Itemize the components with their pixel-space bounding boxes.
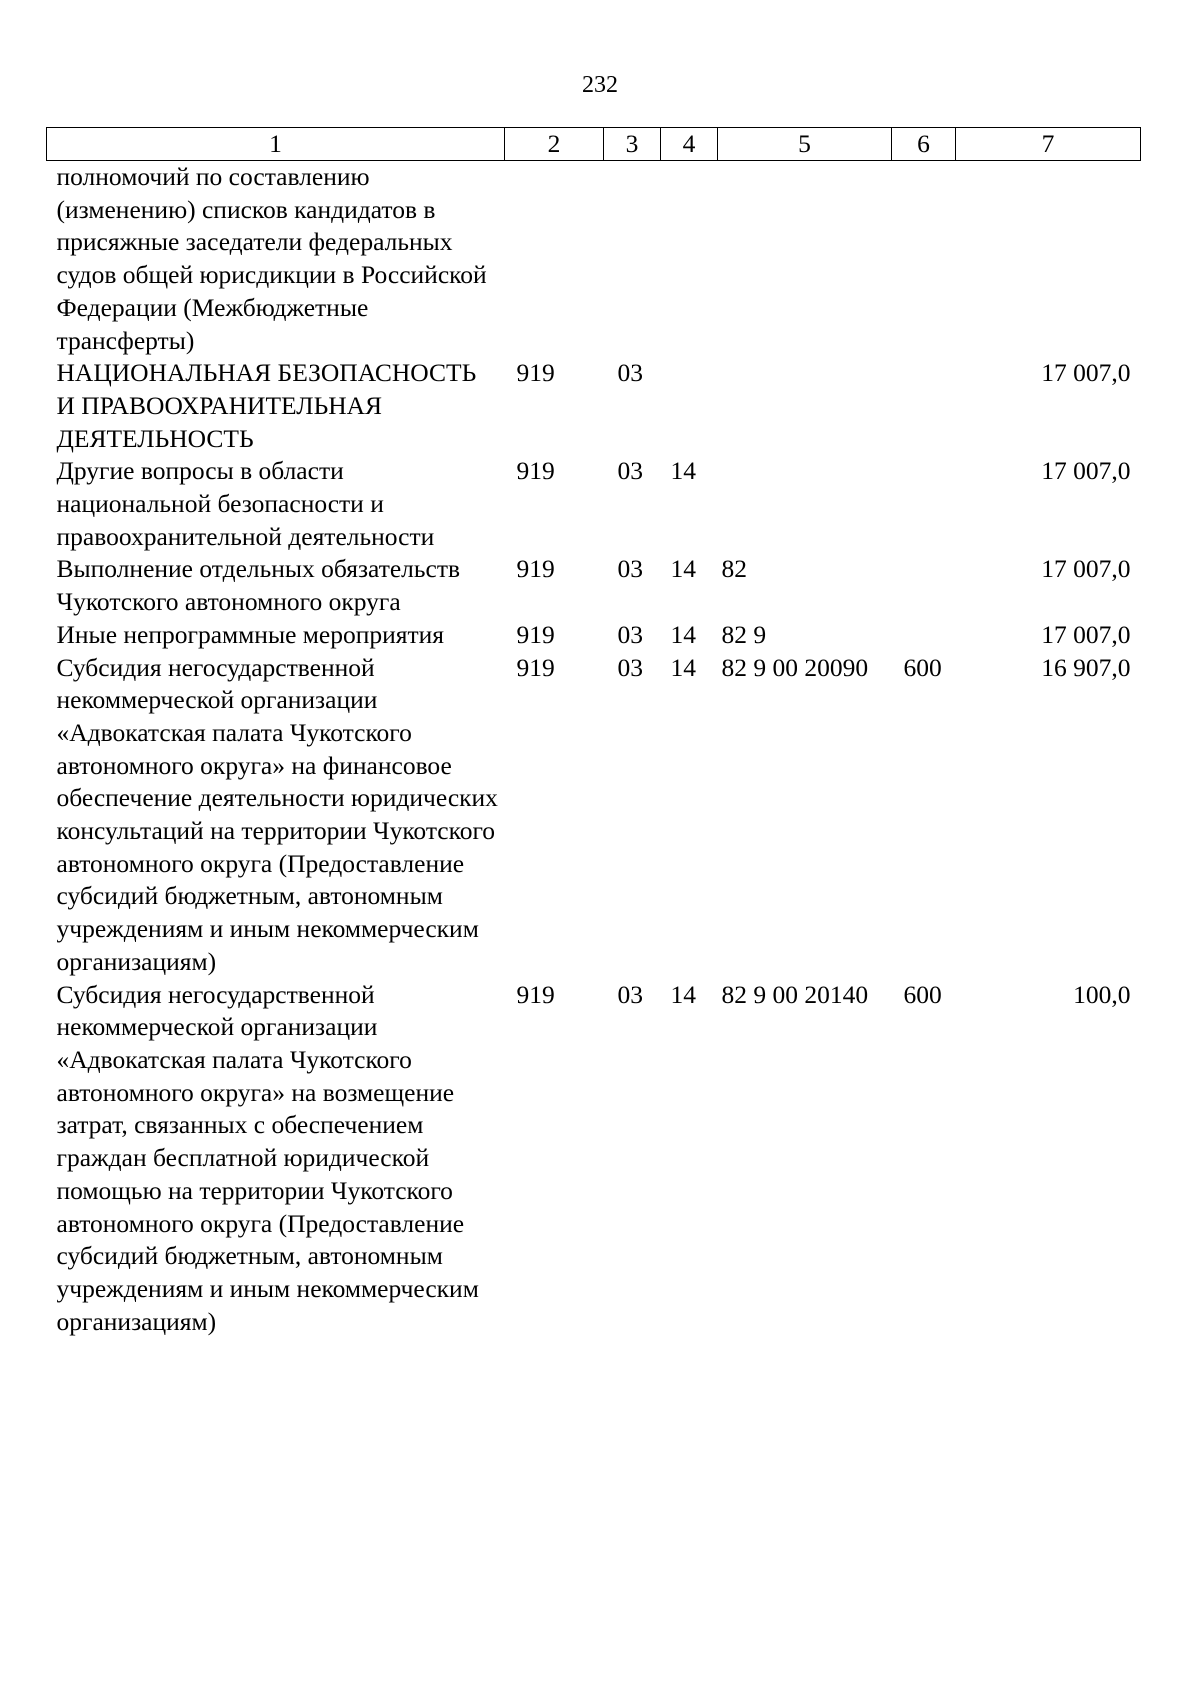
column-header-7: 7 bbox=[956, 128, 1141, 161]
row-name: Субсидия негосударственной некоммерческой организации «Адвокатская палата Чукотского автономного округа» на возмещение затрат, связанных с обеспечением граждан бесплатной юридической помощью на территории Чукотского автономного округа (Предоставление субсидий бюджетным, автономным учреждениям и иным некоммерческим организациям) bbox=[56, 979, 479, 1336]
table-row bbox=[47, 161, 1141, 358]
row-amount: 100,0 bbox=[1073, 979, 1131, 1009]
row-expense-type bbox=[892, 161, 956, 358]
row-ministry-code: 919 bbox=[516, 619, 555, 649]
row-expense-type: 600 bbox=[903, 652, 942, 682]
row-section-code: 03 bbox=[617, 554, 643, 584]
row-expense-type: 600 bbox=[903, 979, 942, 1009]
row-section-code bbox=[604, 161, 661, 358]
row-target-code: 82 9 00 20090 bbox=[721, 652, 869, 682]
row-ministry-code: 919 bbox=[516, 358, 555, 388]
column-header-5: 5 bbox=[718, 128, 892, 161]
column-header-4: 4 bbox=[661, 128, 718, 161]
row-section-code: 03 bbox=[617, 619, 643, 649]
row-expense-type bbox=[892, 357, 956, 455]
row-name: Иные непрограммные мероприятия bbox=[56, 619, 445, 649]
row-target-code: 82 9 bbox=[721, 619, 767, 649]
row-subsection-code bbox=[661, 357, 718, 455]
row-section-code: 03 bbox=[617, 358, 643, 388]
table-row bbox=[47, 652, 1141, 979]
table-header bbox=[47, 128, 1141, 161]
row-amount: 16 907,0 bbox=[1041, 652, 1131, 682]
table-body bbox=[47, 161, 1141, 1339]
row-subsection-code: 14 bbox=[670, 554, 696, 584]
row-name: Субсидия негосударственной некоммерческой организации «Адвокатская палата Чукотского автономного округа» на финансовое обеспечение деятельности юридических консультаций на территории Чукотского автономного округа (Предоставление субсидий бюджетным, автономным учреждениям и иным некоммерческим организациям) bbox=[56, 652, 498, 976]
row-subsection-code: 14 bbox=[670, 652, 696, 682]
budget-table bbox=[46, 127, 1141, 1338]
row-ministry-code: 919 bbox=[516, 979, 555, 1009]
table-row bbox=[47, 553, 1141, 618]
row-target-code: 82 bbox=[721, 554, 747, 584]
column-header-2: 2 bbox=[505, 128, 604, 161]
row-ministry-code: 919 bbox=[516, 456, 555, 486]
row-section-code: 03 bbox=[617, 979, 643, 1009]
page-number: 232 bbox=[582, 72, 618, 98]
row-target-code bbox=[718, 161, 892, 358]
row-target-code: 82 9 00 20140 bbox=[721, 979, 869, 1009]
row-name: Другие вопросы в области национальной безопасности и правоохранительной деятельности bbox=[56, 456, 435, 551]
row-ministry-code: 919 bbox=[516, 652, 555, 682]
row-subsection-code bbox=[661, 161, 718, 358]
row-amount: 17 007,0 bbox=[1041, 619, 1131, 649]
row-expense-type bbox=[892, 455, 956, 553]
row-section-code: 03 bbox=[617, 652, 643, 682]
row-subsection-code: 14 bbox=[670, 619, 696, 649]
row-expense-type bbox=[892, 553, 956, 618]
row-section-code: 03 bbox=[617, 456, 643, 486]
row-name: НАЦИОНАЛЬНАЯ БЕЗОПАСНОСТЬ И ПРАВООХРАНИТЕЛЬНАЯ ДЕЯТЕЛЬНОСТЬ bbox=[56, 358, 477, 453]
row-ministry-code: 919 bbox=[516, 554, 555, 584]
table-row bbox=[47, 357, 1141, 455]
row-amount bbox=[956, 161, 1141, 358]
table-header-row bbox=[47, 128, 1141, 161]
column-header-3: 3 bbox=[604, 128, 661, 161]
row-subsection-code: 14 bbox=[670, 456, 696, 486]
row-expense-type bbox=[892, 619, 956, 652]
table-row bbox=[47, 979, 1141, 1339]
row-subsection-code: 14 bbox=[670, 979, 696, 1009]
row-amount: 17 007,0 bbox=[1041, 554, 1131, 584]
row-name: полномочий по составлению (изменению) списков кандидатов в присяжные заседатели федеральных судов общей юрисдикции в Российской Федерации (Межбюджетные трансферты) bbox=[56, 162, 487, 355]
row-amount: 17 007,0 bbox=[1041, 456, 1131, 486]
column-header-6: 6 bbox=[892, 128, 956, 161]
row-name: Выполнение отдельных обязательств Чукотского автономного округа bbox=[56, 554, 461, 617]
row-amount: 17 007,0 bbox=[1041, 358, 1131, 388]
column-header-1: 1 bbox=[47, 128, 505, 161]
row-target-code bbox=[718, 357, 892, 455]
table-row bbox=[47, 455, 1141, 553]
row-target-code bbox=[718, 455, 892, 553]
row-ministry-code bbox=[505, 161, 604, 358]
table-row bbox=[47, 619, 1141, 652]
